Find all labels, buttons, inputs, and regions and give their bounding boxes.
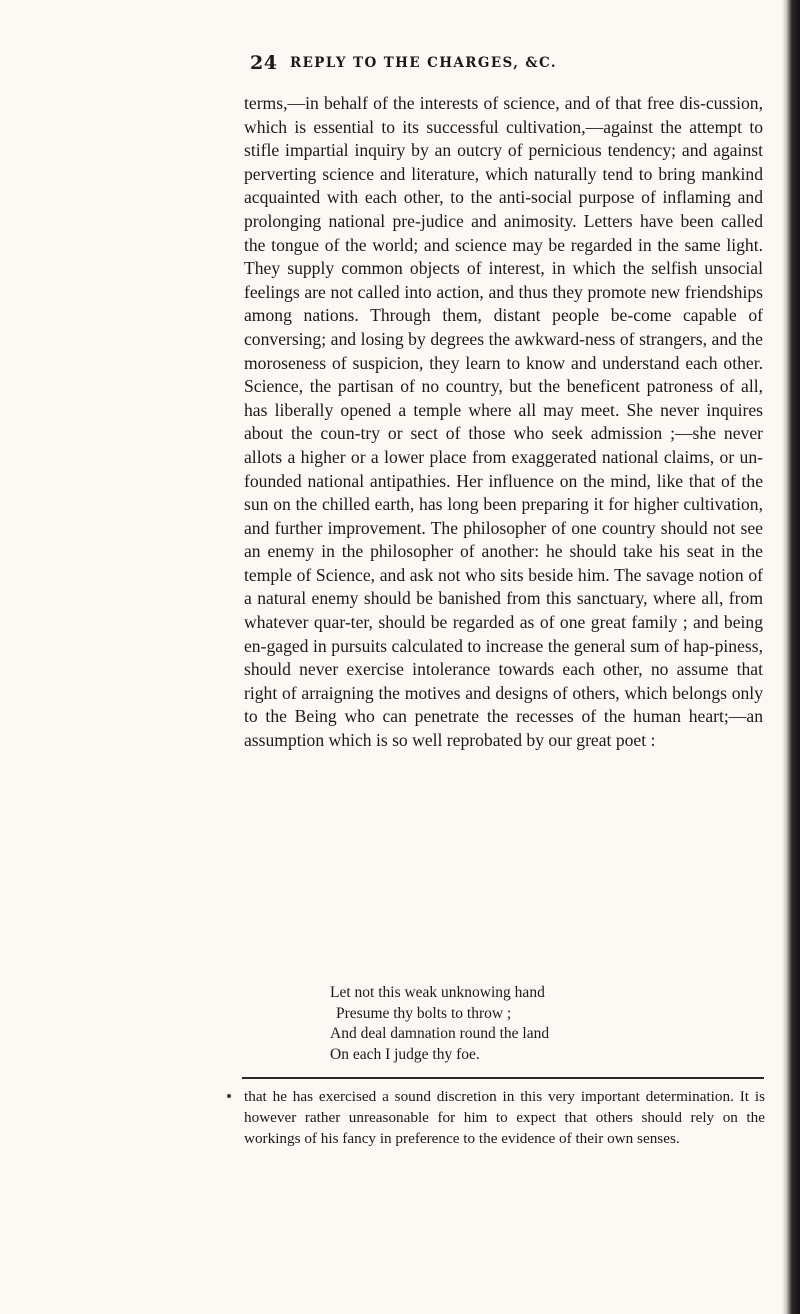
margin-dot <box>227 1094 231 1098</box>
running-head: REPLY TO THE CHARGES, &C. <box>290 55 557 71</box>
verse-quotation <box>330 983 660 1065</box>
verse-line: And deal damnation round the land <box>330 1025 550 1042</box>
footnote-text: that he has exercised a sound discretion in this very important determination. It is however rather unreasonable for him to expect that others should rely on the workings of his fancy in preference to the evidence of their own senses. <box>244 1088 765 1147</box>
verse-line: Presume thy bolts to throw ; <box>336 1004 512 1022</box>
footnote-rule <box>242 1077 764 1079</box>
verse-line: On each I judge thy foe. <box>330 1045 480 1063</box>
page-header <box>0 52 780 82</box>
body-paragraph: terms,—in behalf of the interests of science, and of that free dis-cussion, which is essential to its successful cultivation,—against the attempt to stifle impartial inquiry by an outcry of pernicious tendency; and against perverting science and literature, which naturally tend to bring mankind acquainted with each other, to the anti-social purpose of inflaming and prolonging national pre-judice and animosity. Letters have been called the tongue of the world; and science may be regarded in the same light. They supply common objects of interest, in which the selfish unsocial feelings are not called into action, and thus they promote new friendships among nations. Through them, distant people be-come capable of conversing; and losing by degrees the awkward-ness of strangers, and the moroseness of suspicion, they learn to know and understand each other. Science, the partisan of no country, but the beneficent patroness of all, has liberally opened a temple where all may meet. She never inquires about the coun-try or sect of those who seek admission ;—she never allots a higher or a lower place from exaggerated national claims, or un-founded national antipathies. Her influence on the mind, like that of the sun on the chilled earth, has long been preparing it for higher cultivation, and further improvement. The philosopher of one country should not see an enemy in the philosopher of another: he should take his seat in the temple of Science, and ask not who sits beside him. The savage notion of a natural enemy should be banished from this sanctuary, where all, from whatever quar-ter, should be regarded as of one great family ; and being en-gaged in pursuits calculated to increase the general sum of hap-piness, should never exercise intolerance towards each other, no assume that right of arraigning the motives and designs of others, which belongs only to the Being who can penetrate the recesses of the human heart;—an assumption which is so well reprobated by our great poet : <box>244 93 763 751</box>
binding-edge <box>782 0 800 1314</box>
verse-line: Let not this weak unknowing hand <box>330 984 545 1001</box>
page-number: 24 <box>250 52 278 74</box>
